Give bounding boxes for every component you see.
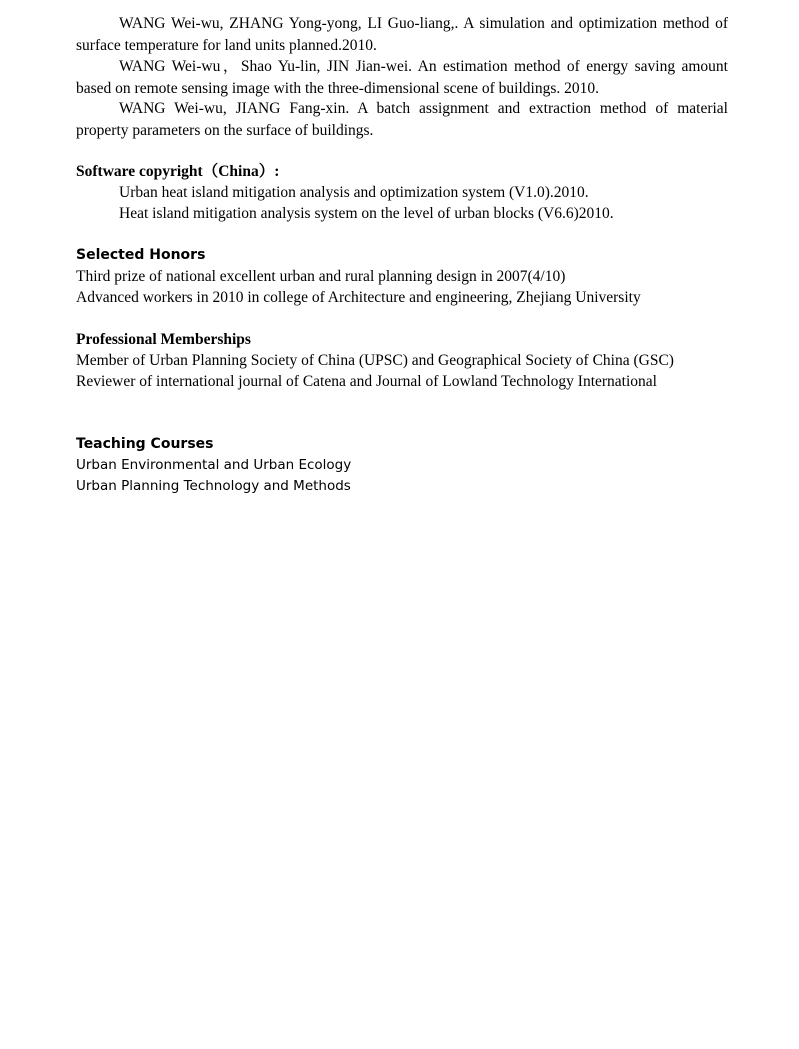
teaching-item: Urban Planning Technology and Methods [76,478,351,494]
software-heading: Software copyright（China）: [76,163,280,180]
honors-heading: Selected Honors [76,247,206,263]
membership-item: Member of Urban Planning Society of China (UPSC) and Geographical Society of China (GSC) [76,352,674,369]
software-item: Urban heat island mitigation analysis and optimization system (V1.0).2010. [119,184,589,201]
honor-item: Third prize of national excellent urban and rural planning design in 2007(4/10) [76,268,566,285]
membership-item: Reviewer of international journal of Catena and Journal of Lowland Technology International [76,373,657,390]
patent-entry: WANG Wei-wu，Shao Yu-lin, JIN Jian-wei. An estimation method of energy saving amount based on remote sensing image with the three-dimensional scene of buildings. 2010. [76,58,728,97]
honor-item: Advanced workers in 2010 in college of Architecture and engineering, Zhejiang University [76,289,641,306]
teaching-item: Urban Environmental and Urban Ecology [76,457,352,473]
memberships-heading: Professional Memberships [76,331,251,348]
patent-entry: WANG Wei-wu, ZHANG Yong-yong, LI Guo-liang,. A simulation and optimization method of surface temperature for land units planned.2010. [76,15,728,54]
software-item: Heat island mitigation analysis system on the level of urban blocks (V6.6)2010. [119,205,614,222]
patent-entry: WANG Wei-wu, JIANG Fang-xin. A batch assignment and extraction method of material property parameters on the surface of buildings. [76,100,728,139]
teaching-heading: Teaching Courses [76,436,214,452]
